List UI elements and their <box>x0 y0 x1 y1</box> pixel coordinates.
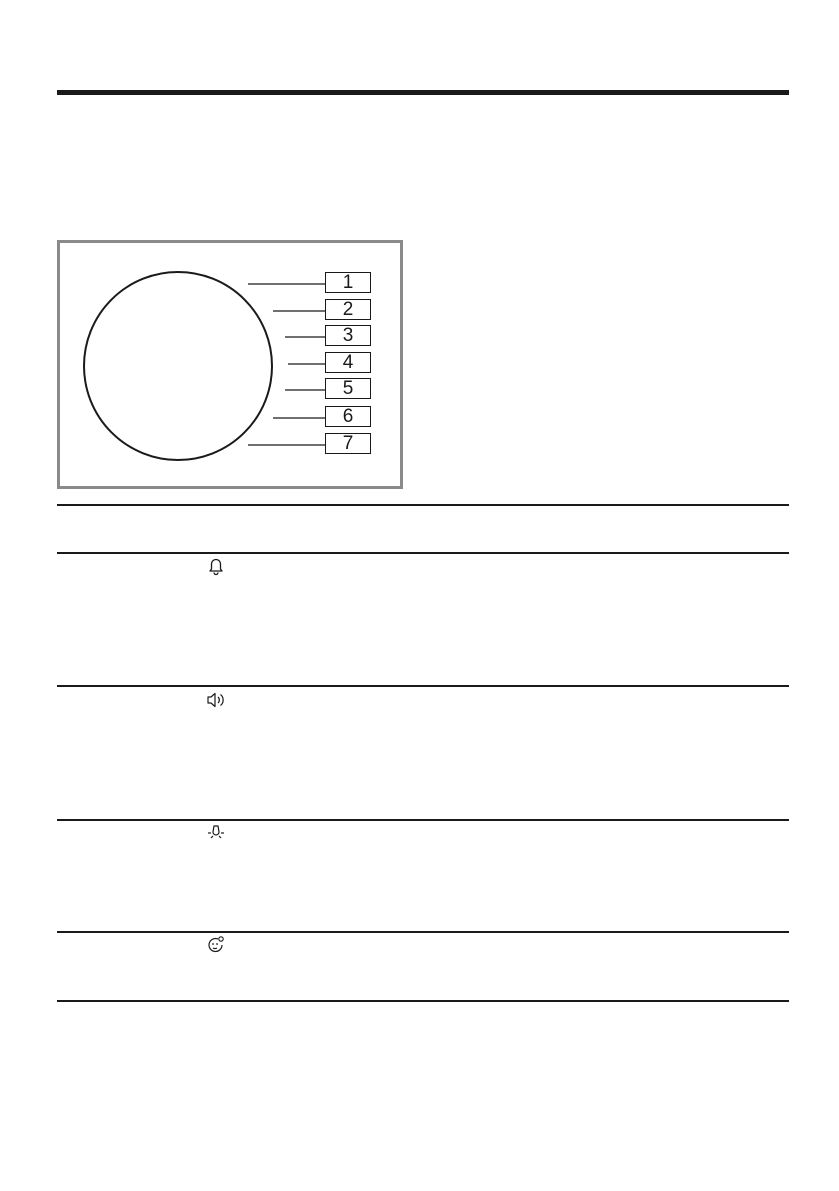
row-rule-1 <box>57 552 789 554</box>
callout-box-7 <box>325 433 371 454</box>
callout-label: 5 <box>342 378 354 399</box>
callout-box-2 <box>325 299 371 320</box>
callout-label: 3 <box>342 325 354 346</box>
table-header-rule <box>57 504 789 506</box>
callout-box-1 <box>325 272 371 293</box>
control-panel-diagram <box>57 240 403 489</box>
callout-box-6 <box>325 406 371 427</box>
child-lock-icon <box>205 934 227 956</box>
callout-label: 2 <box>342 299 354 320</box>
callout-label: 6 <box>342 406 354 427</box>
callout-label: 4 <box>342 352 354 373</box>
callout-label: 1 <box>342 272 354 293</box>
top-rule <box>57 90 789 95</box>
table-bottom-rule <box>57 1000 789 1002</box>
row-rule-3 <box>57 819 789 821</box>
row-rule-4 <box>57 931 789 933</box>
callout-label: 7 <box>342 433 354 454</box>
row-rule-2 <box>57 685 789 687</box>
callout-box-3 <box>325 325 371 346</box>
callout-box-4 <box>325 352 371 373</box>
callout-box-5 <box>325 378 371 399</box>
speaker-icon <box>205 689 227 711</box>
dial-circle <box>84 272 272 460</box>
bell-icon <box>205 556 227 578</box>
light-bulb-icon <box>205 822 227 844</box>
